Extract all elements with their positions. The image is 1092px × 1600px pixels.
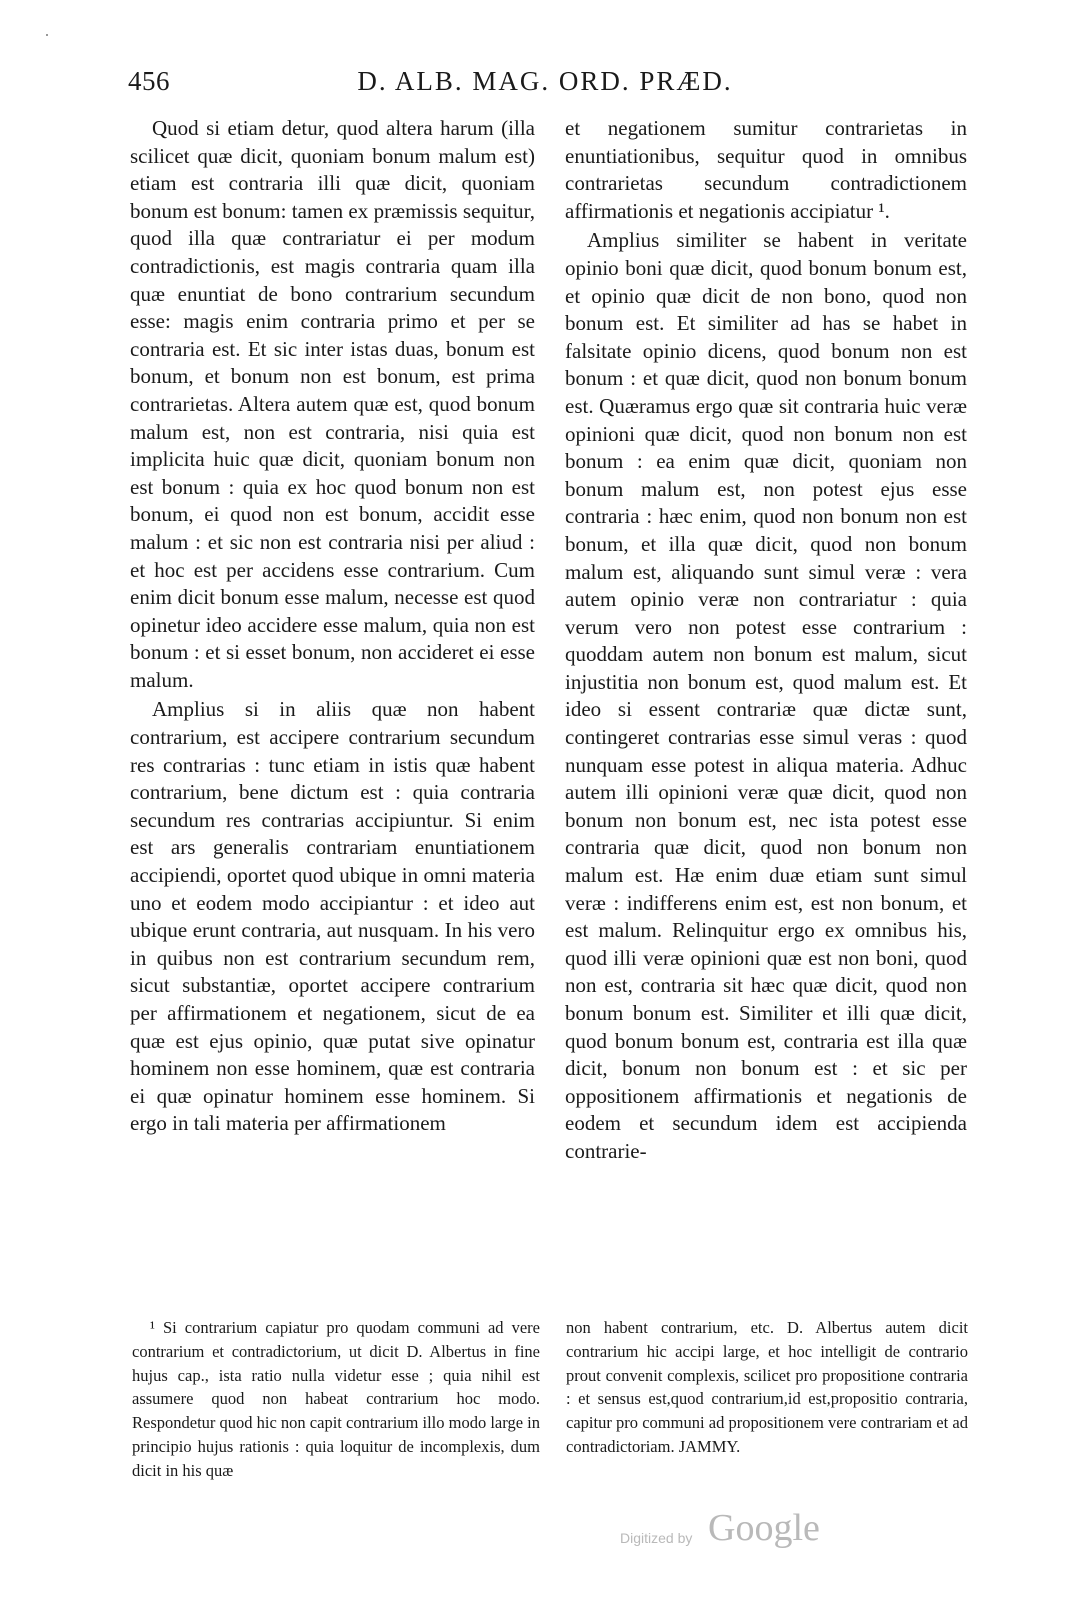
running-title: D. ALB. MAG. ORD. PRÆD. xyxy=(357,66,733,96)
footnote-right xyxy=(566,1316,968,1459)
footnote-text: ¹ Si contrarium capiatur pro quodam communi ad vere contrarium et contradictorium, ut dicit D. Albertus in fine hujus cap., ista ratio nulla videtur esse ; quia nihil est assumere quod non habeat contrarium hoc modo. Respondetur quod hic non capit contrarium illo modo large in principio hujus rationis : quia loquitur de incomplexis, dum dicit in his quæ xyxy=(132,1318,540,1480)
footnote-left xyxy=(132,1316,540,1483)
paragraph: Quod si etiam detur, quod altera harum (illa scilicet quæ dicit, quoniam bonum malum est) etiam est contraria illi quæ dicit, quoniam bonum est bonum: tamen ex præmissis sequitur, quod illa quæ contrariatur ei per modum contradictionis, est magis contraria quam illa quæ enuntiat de bono contrarium secundum esse: magis enim contraria primo et per se contraria est. Et sic inter istas duas, bonum est bonum, et bonum non est bonum, est prima contrarietas. Altera autem quæ est, quod bonum malum est, non est contraria, nisi quia est implicita huic quæ dicit, quoniam bonum non est bonum : quia ex hoc quod bonum non est bonum, ei quod non est bonum, accidit esse malum : et sic non est contraria nisi per aliud : et hoc est per accidens esse contrarium. Cum enim dicit bonum esse malum, necesse est quod opinetur ideo accidere esse malum, quia non est bonum : et si esset bonum, non accideret ei esse malum. xyxy=(130,116,535,692)
right-column xyxy=(565,115,967,1166)
page-number: 456 xyxy=(128,66,170,96)
left-column xyxy=(130,115,535,1138)
google-logo: Google xyxy=(708,1507,820,1549)
footnote-text: non habent contrarium, etc. D. Albertus autem dicit contrarium hic accipi large, et hoc intelligit de contrario prout convenit complexis, scilicet pro propositione contraria : et sensus est,quod contrarium,id est,propositio contraria, capitur pro communi ad propositionem vere contrariam et ad contradictoriam. JAMMY. xyxy=(566,1318,968,1456)
watermark-caption: Digitized by xyxy=(620,1530,693,1546)
scan-mark xyxy=(46,34,48,36)
page-header xyxy=(128,66,962,98)
paragraph: Amplius si in aliis quæ non habent contrarium, est accipere contrarium secundum res contrarias : tunc etiam in istis quæ habent contrarium, bene dictum est : quia contraria secundum res contrarias accipiuntur. Si enim est ars generalis contrariam enuntiationem accipiendi, oportet quod ubique in omni materia uno et eodem modo accipiantur : et ideo aut ubique erunt contraria, aut nusquam. In his vero in quibus non est contrarium secundum rem, sicut substantiæ, oportet accipere contrarium per affirmationem et negationem, sicut de ea quæ est ejus opinio, quæ putat sive opinatur hominem non esse hominem, quæ est contraria ei quæ opinatur hominem esse hominem. Si ergo in tali materia per affirmationem xyxy=(130,697,535,1136)
paragraph: Amplius similiter se habent in veritate opinio boni quæ dicit, quod bonum bonum est, et opinio quæ dicit de non bono, quod non bonum est. Et similiter ad has se habet in falsitate opinio dicens, quod bonum non est bonum : et quæ dicit, quod non bonum bonum est. Quæramus ergo quæ sit contraria huic veræ opinioni quæ dicit, quod non bonum non est bonum : ea enim quæ dicit, quoniam non bonum malum est, non potest ejus esse contraria : hæc enim, quod non bonum non est bonum, et illa quæ dicit, quod non bonum malum est, aliquando sunt simul veræ : vera autem opinio veræ non contrariatur : quia verum vero non potest esse contrarium : quoddam autem non bonum est malum, sicut injustitia non bonum est, quod malum est. Et ideo si essent contrariæ quæ dictæ sunt, contingeret contrarias esse simul veras : quod nunquam esse potest in aliqua materia. Adhuc autem illi opinioni veræ quæ dicit, quod non bonum non bonum est, nec ista potest esse contraria quæ dicit, quod non bonum non malum est. Hæ enim duæ etiam sunt simul veræ : indifferens enim est, est non bonum, et est malum. Relinquitur ergo ex omnibus his, quod illi veræ opinioni quæ est non boni, quod non est, contraria sit hæc quæ dicit, quod non bonum bonum est. Similiter et illi quæ dicit, quod bonum bonum est, contraria est illa quæ dicit, bonum non bonum est : et sic per oppositionem affirmationis et negationis de eodem et secundum idem est accipienda contrarie- xyxy=(565,228,967,1163)
paragraph: et negationem sumitur contrarietas in enuntiationibus, sequitur quod in omnibus contrarietas secundum contradictionem affirmationis et negationis accipiatur ¹. xyxy=(565,116,967,223)
digitized-watermark xyxy=(620,1506,850,1556)
